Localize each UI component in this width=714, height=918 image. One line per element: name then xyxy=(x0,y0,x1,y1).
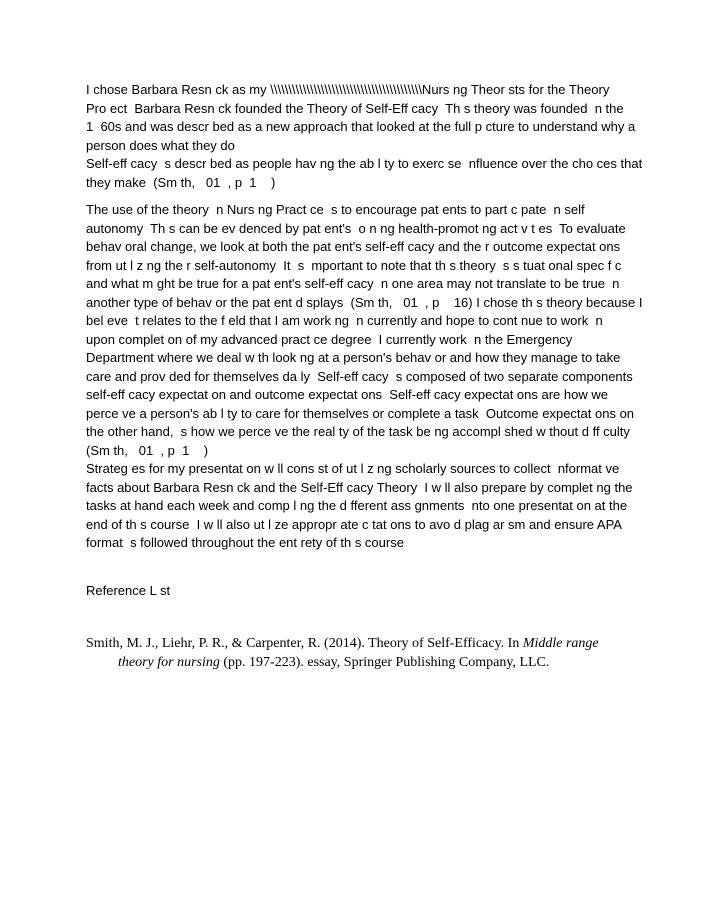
reference-book-title-part2: theory for nursing xyxy=(118,655,220,670)
text-line: the other hand, s how we perce ve the real ty of the task be ng accompl shed w thout d ff culty xyxy=(86,424,630,439)
reference-book-title-part1: Middle range xyxy=(522,636,599,651)
text-line: Pro ect Barbara Resn ck founded the Theory of Self-Eff cacy Th s theory was founded n the xyxy=(86,100,624,116)
reference-line-1 xyxy=(86,634,646,653)
paragraph-strategies xyxy=(86,460,656,553)
text-line: self-eff cacy expectat on and outcome expectat ons Self-eff cacy expectat ons are how we xyxy=(86,387,608,402)
text-line: upon complet on of my advanced pract ce degree I currently work n the Emergency xyxy=(86,331,573,347)
text-line: perce ve a person's ab l ty to care for themselves or complete a task Outcome expectat ons on xyxy=(86,405,635,421)
text-line: autonomy Th s can be ev denced by pat ent's o n ng health-promot ng act v t es To evaluate xyxy=(86,220,626,236)
text-line: from ut l z ng the r self-autonomy It s mportant to note that th s theory s s tuat onal spec f c xyxy=(86,257,622,273)
text-line: and what m ght be true for a pat ent's self-eff cacy n one area may not translate to be true n xyxy=(86,276,620,291)
text-line: (Sm th, 01 , p 1 ) xyxy=(86,442,209,458)
text-line: care and prov ded for themselves da ly Self-eff cacy s composed of two separate components xyxy=(86,368,633,384)
text-line: format s followed throughout the ent rety of th s course xyxy=(86,535,404,550)
paragraph-theory-choice xyxy=(86,81,656,192)
text-line: they make (Sm th, 01 , p 1 ) xyxy=(86,174,276,190)
text-line: end of th s course I w ll also ut l ze appropr ate c tat ons to avo d plag ar sm and ensure APA xyxy=(86,516,622,532)
text-line: Department where we deal w th look ng at a person's behav or and how they manage to take xyxy=(86,350,621,365)
reference-line-2 xyxy=(86,653,646,672)
reference-list-heading: Reference L st xyxy=(86,583,171,598)
reference-authors: Smith, M. J., Liehr, P. R., & Carpenter, R. (2014). Theory of Self-Efficacy. In xyxy=(86,636,523,651)
text-line: behav oral change, we look at both the pat ent's self-eff cacy and the r outcome expectat ons xyxy=(86,239,621,254)
text-line: facts about Barbara Resn ck and the Self-Eff cacy Theory I w ll also prepare by complet ng the xyxy=(86,479,633,495)
text-line: 1 60s and was descr bed as a new approach that looked at the full p cture to understand why a xyxy=(86,119,636,134)
paragraph-theory-use xyxy=(86,201,656,460)
text-line: person does what they do xyxy=(86,137,235,153)
text-line: tasks at hand each week and comp l ng the d fferent ass gnments nto one presentat on at the xyxy=(86,498,628,513)
reference-publisher: (pp. 197-223). essay, Springer Publishing Company, LLC. xyxy=(219,655,550,670)
text-line: Self-eff cacy s descr bed as people hav ng the ab l ty to exerc se nfluence over the cho ces that xyxy=(86,156,643,171)
text-line: bel eve t relates to the f eld that I am work ng n currently and hope to cont nue to work n xyxy=(86,313,603,328)
text-line: I chose Barbara Resn ck as my \\\\\\\\\\\\\\\\\\\\\\\\\\\\\\\\\\\\\\\\\\Nurs ng Theor sts for the Theory xyxy=(86,82,610,97)
text-line: another type of behav or the pat ent d splays (Sm th, 01 , p 16) I chose th s theory because I xyxy=(86,294,643,310)
text-line: Strateg es for my presentat on w ll cons st of ut l z ng scholarly sources to collect nformat ve xyxy=(86,461,620,476)
text-line: The use of the theory n Nurs ng Pract ce s to encourage pat ents to part c pate n self xyxy=(86,202,585,217)
reference-entry xyxy=(86,634,646,672)
